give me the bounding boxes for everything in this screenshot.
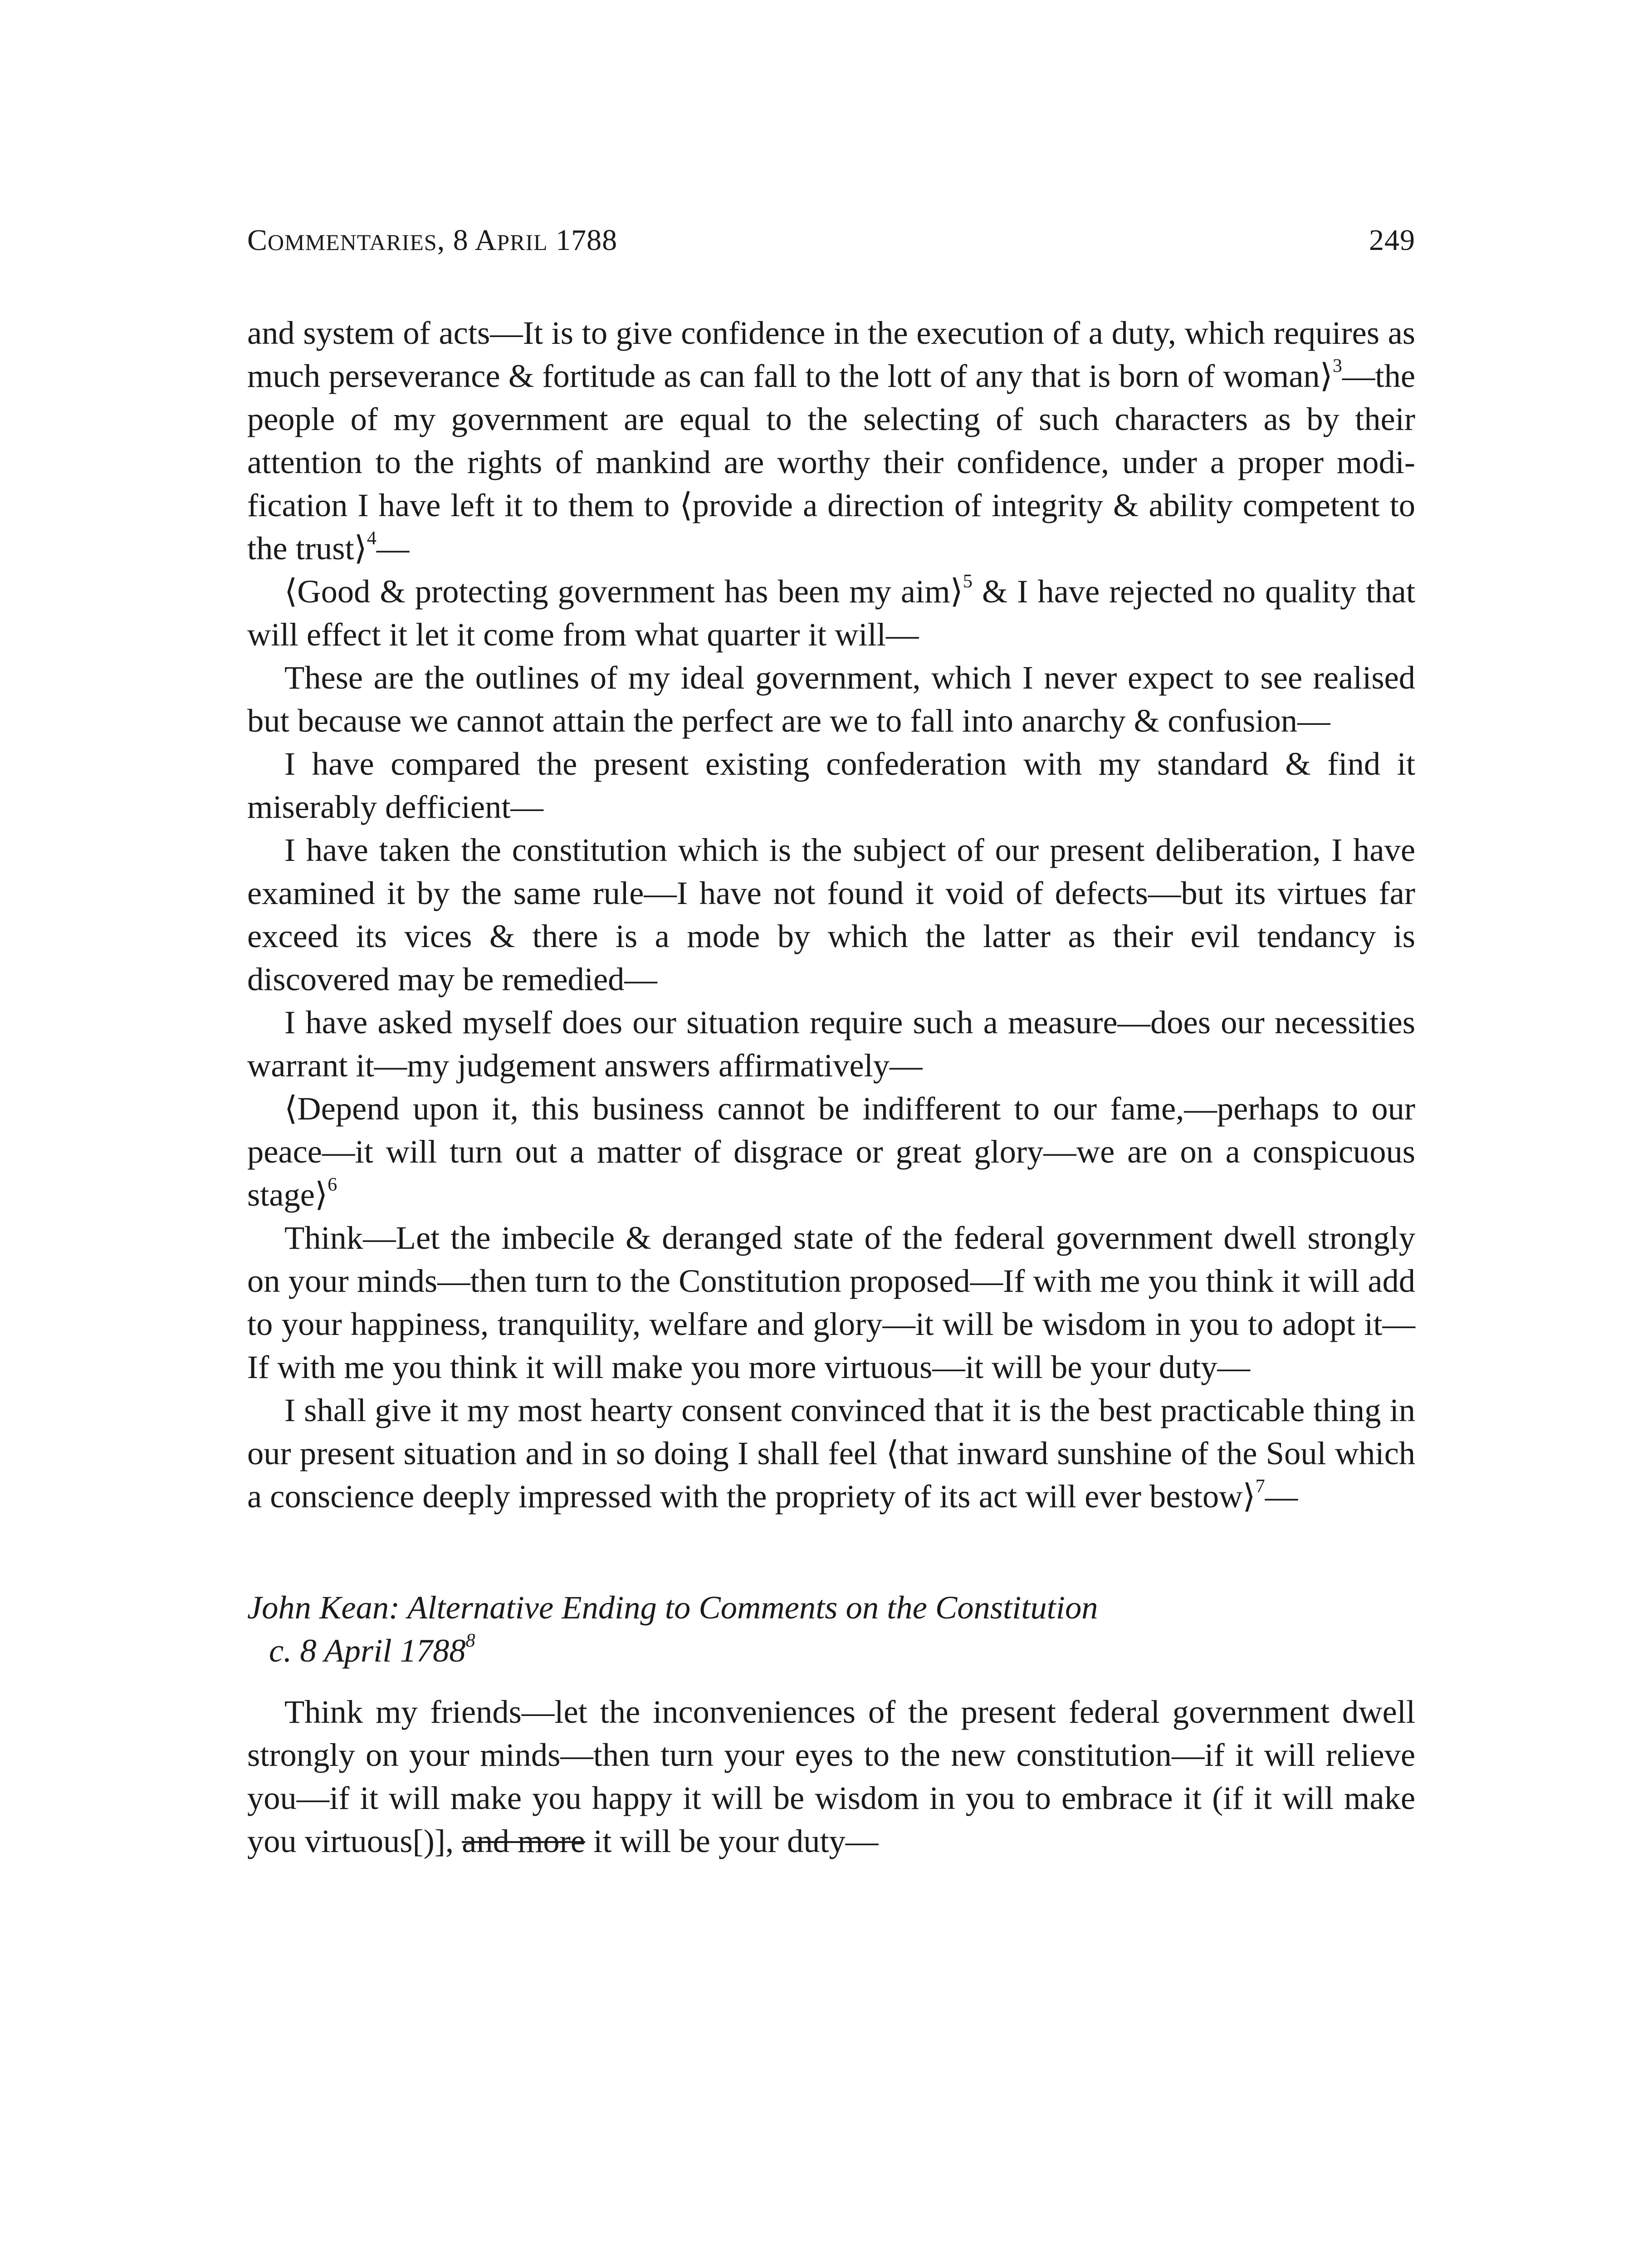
paragraph: I have taken the constitution which is the subject of our present deliberation, I have examined it by the same rule—I have not found it void of defects—but its virtues far exceed its vices & there is a mode by which the latter as their evil tendancy is discovered may be remedied—: [247, 831, 1415, 997]
main-text: [247, 311, 1415, 1518]
section-heading: [247, 1586, 1415, 1672]
paragraph: These are the outlines of my ideal government, which I never expect to see realised but because we cannot attain the perfect are we to fall into anarchy & confusion—: [247, 659, 1415, 739]
running-head-title: COMMENTARIES, 8 APRIL 1788: [247, 224, 618, 257]
page-number: 249: [1369, 224, 1415, 257]
paragraph: Think—Let the imbecile & deranged state of the federal government dwell strongly on your minds—then turn to the Constitution proposed—If with me you think it will add to your happiness, tranquility, welfare and glory—it will be wisdom in you to adopt it—If with me you think it will make you more virtuous—it will be your duty—: [247, 1219, 1415, 1385]
footnote-ref: 5: [963, 571, 973, 592]
section-heading-date: c. 8 April 1788$^8$: [269, 1630, 475, 1669]
footnote-ref: 4: [367, 528, 376, 549]
footnote-ref: 3: [1332, 355, 1342, 376]
paragraph: Think my friends—let the inconveniences of the present federal government dwell strongly on your minds—then turn your eyes to the new constitution—if it will relieve you—if it will make you happy it will be wisdom in you to embrace it (if it will make you virtuous[)], and more it will be your duty—: [247, 1693, 1415, 1859]
footnote-ref: 7: [1255, 1476, 1265, 1497]
paragraph: I shall give it my most hearty consent convinced that it is the best practicable thing in our present situation and in so doing I shall feel ⟨that inward sunshine of the Soul which a conscience deeply impressed with the propriety of its act will ever bestow⟩$^7$—: [247, 1392, 1415, 1515]
running-head: [247, 222, 1415, 260]
paragraph: I have asked myself does our situation require such a measure—does our necessities warrant it—my judgement answers affirmatively—: [247, 1004, 1415, 1084]
section-text: [247, 1690, 1415, 1862]
paragraph: ⟨Good & protecting government has been my aim⟩$^5$ & I have rejected no quality that will effect it let it come from what quarter it will—: [247, 571, 1415, 653]
struck-text: and more: [462, 1823, 585, 1859]
footnote-ref: 6: [328, 1174, 337, 1195]
footnote-ref: 8: [465, 1630, 475, 1651]
section-heading-title: John Kean: Alternative Ending to Comments on the Constitution: [247, 1589, 1098, 1626]
paragraph: I have compared the present existing confederation with my standard & find it miserably defficient—: [247, 745, 1415, 825]
paragraph: and system of acts—It is to give confidence in the execution of a duty, which requires as much perseverance & fortitude as can fall to the lott of any that is born of woman⟩$^3$—the people of my government are equal to the selecting of such characters as by their attention to the rights of mankind are worthy their confidence, under a proper modification I have left it to them to ⟨provide a direction of integrity & ability competent to the trust⟩$^4$—: [247, 314, 1415, 567]
page: [247, 222, 1415, 1862]
paragraph: ⟨Depend upon it, this business cannot be indifferent to our fame,—perhaps to our peace—it will turn out a matter of disgrace or great glory—we are on a conspicuous stage⟩$^6$: [247, 1090, 1415, 1213]
